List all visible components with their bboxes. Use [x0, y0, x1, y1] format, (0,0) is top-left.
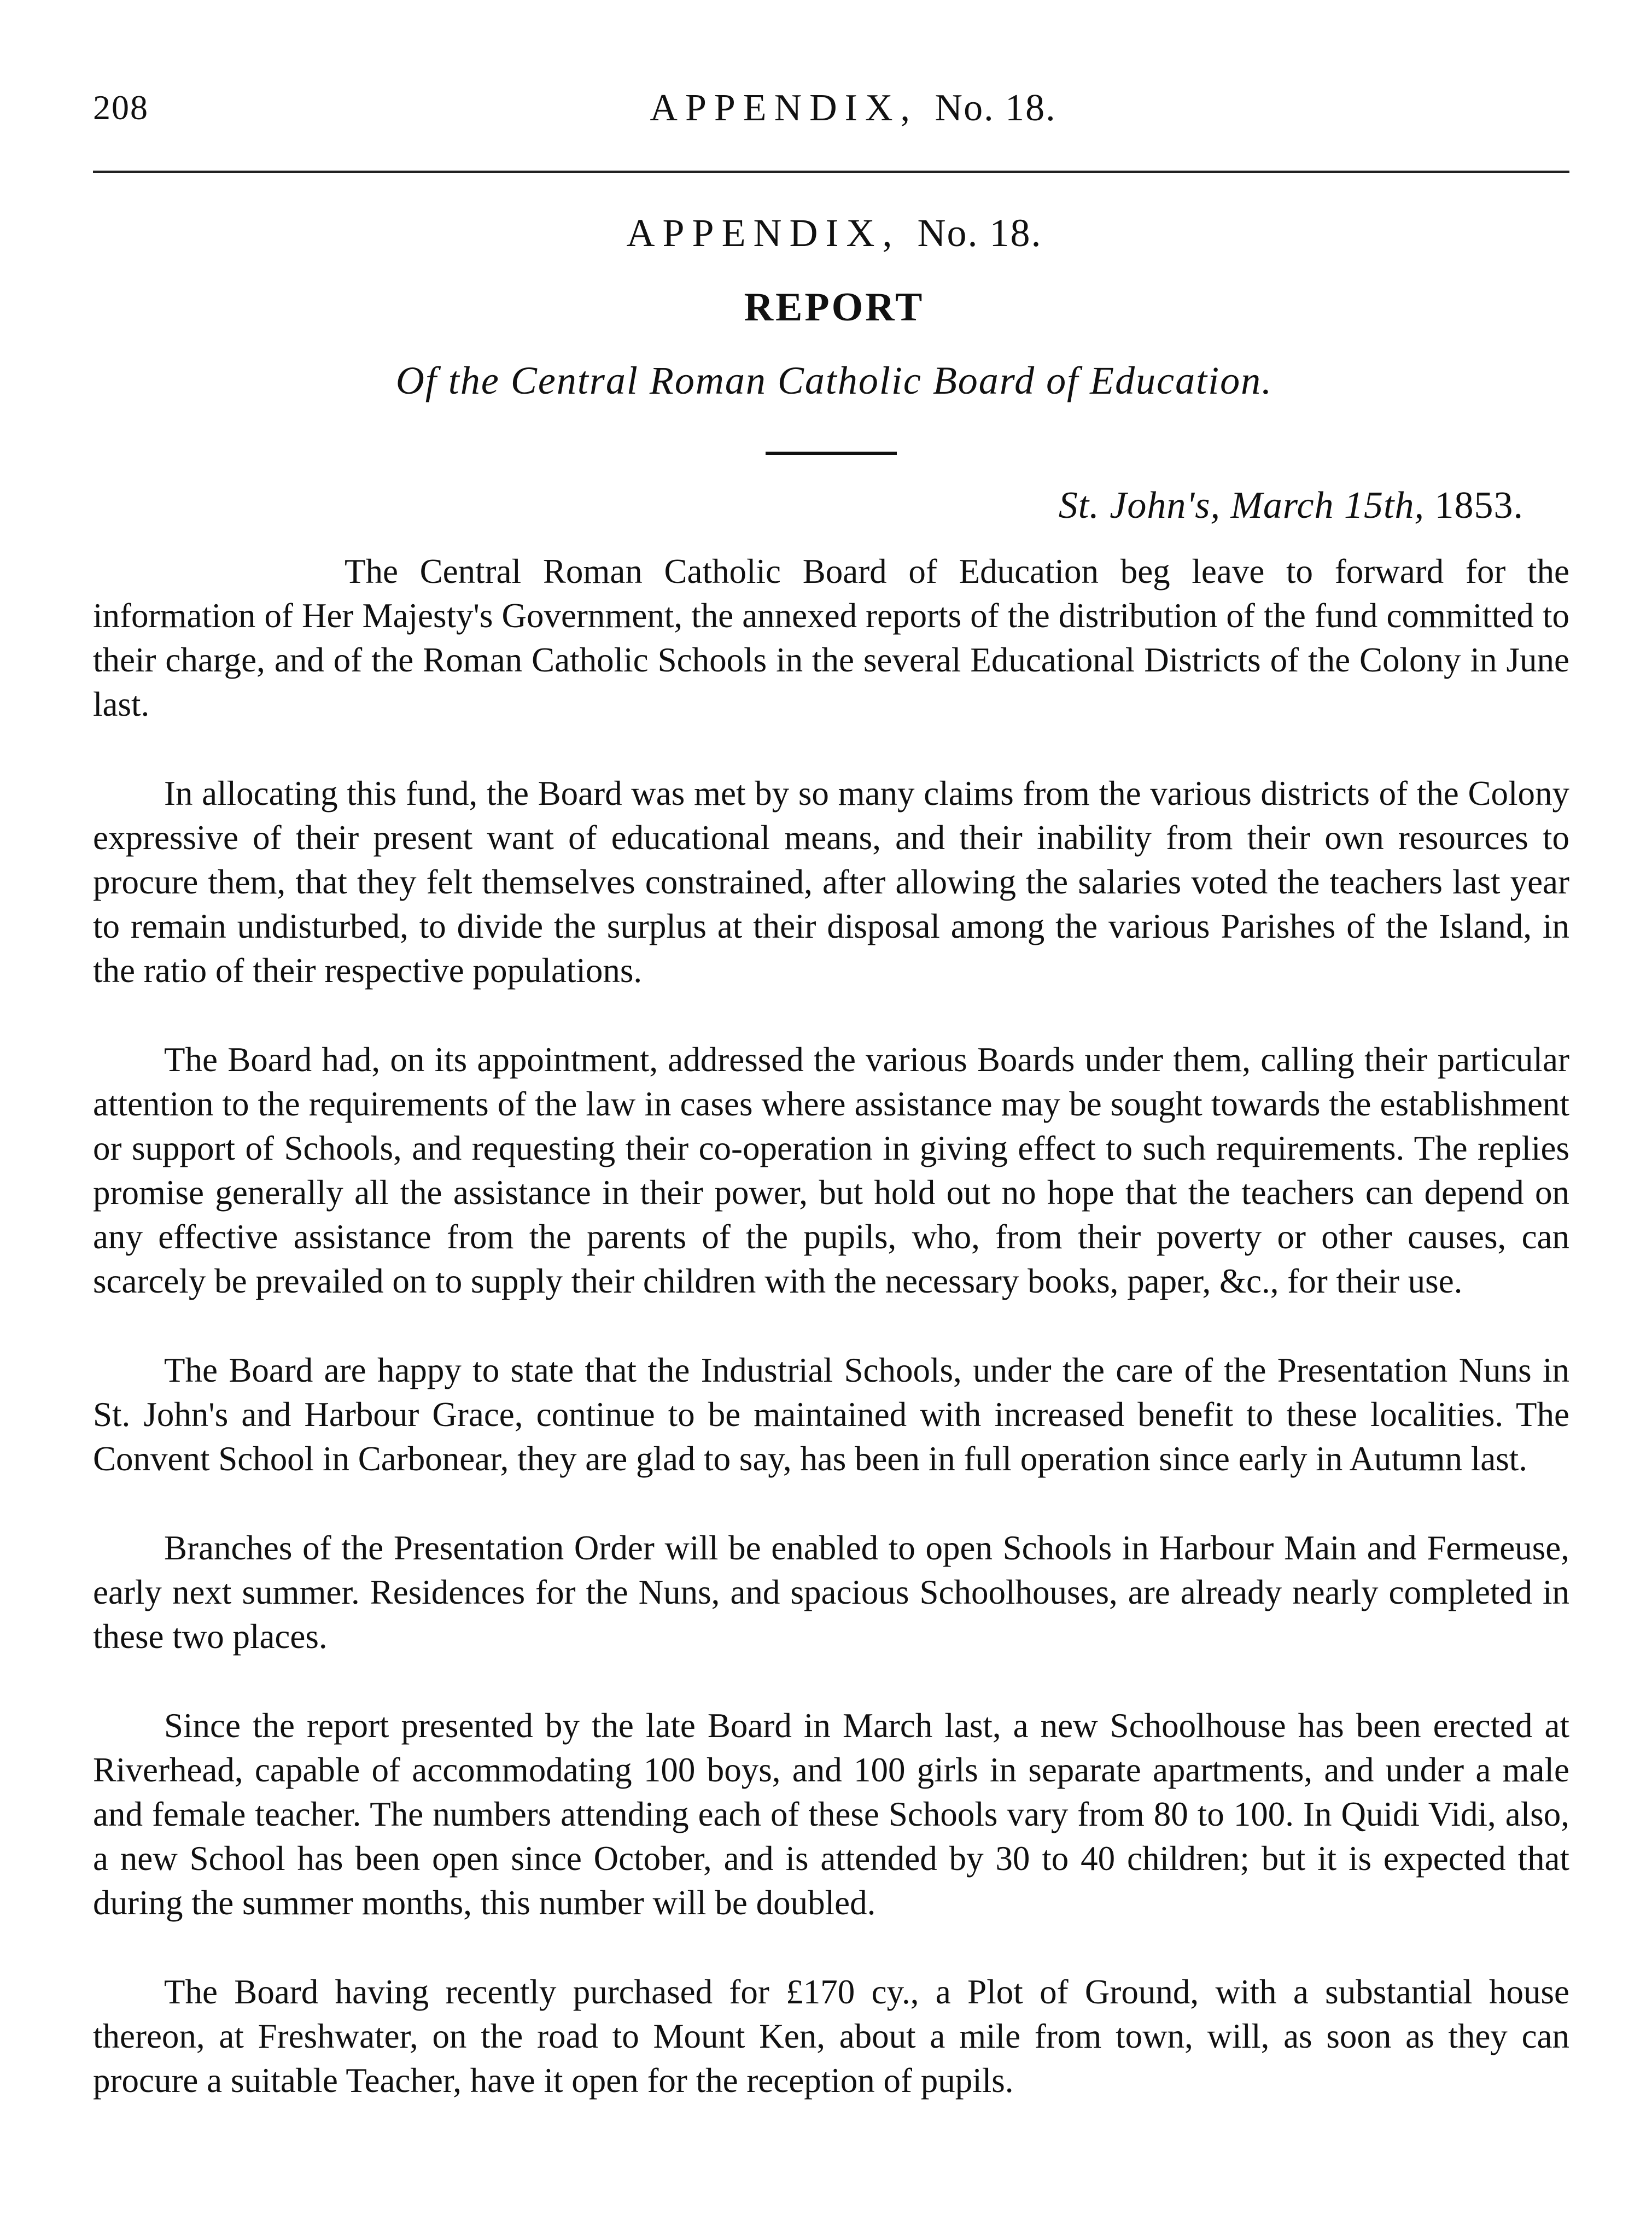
- running-title-text: APPENDIX,: [650, 87, 918, 129]
- report-heading: REPORT: [744, 285, 925, 330]
- appendix-title-text: APPENDIX,: [626, 211, 900, 255]
- dateline-place-date: St. John's, March 15th,: [1058, 484, 1425, 527]
- paragraph-board-appointment: The Board had, on its appointment, addressed the various Boards under them, calling their particular attention to the requirements of the law in cases where assistance may be sought towards the establishment or support of Schools, and requesting their co-operation in giving effect to such requirements. The replies promise generally all the assistance in their power, but hold out no hope that the teachers can depend on any effective assistance from the parents of the pupils, who, from their poverty or other causes, can scarcely be prevailed on to supply their children with the necessary books, paper, &c., for their use.: [93, 1041, 1569, 1300]
- paragraph-fund-allocation: In allocating this fund, the Board was met by so many claims from the various districts of the Colony expressive of their present want of educational means, and their inability from their own resources to procure them, that they felt themselves constrained, after allowing the salaries voted the teachers last year to remain undisturbed, to divide the surplus at their disposal among the various Parishes of the Island, in the ratio of their respective populations.: [93, 774, 1569, 990]
- appendix-title: [0, 211, 1652, 256]
- dateline-year: 1853.: [1434, 484, 1523, 527]
- appendix-title-number: No. 18.: [917, 211, 1042, 255]
- paragraph-new-schoolhouse: Since the report presented by the late Board in March last, a new Schoolhouse has been erected at Riverhead, capable of accommodating 100 boys, and 100 girls in separate apartments, and under a male and female teacher. The numbers attending each of these Schools vary from 80 to 100. In Quidi Vidi, also, a new School has been open since October, and is attended by 30 to 40 children; but it is expected that during the summer months, this number will be doubled.: [93, 1706, 1569, 1922]
- paragraph-freshwater-purchase: The Board having recently purchased for £170 cy., a Plot of Ground, with a substantial house thereon, at Freshwater, on the road to Mount Ken, about a mile from town, will, as soon as they can procure a suitable Teacher, have it open for the reception of pupils.: [93, 1973, 1569, 2100]
- page-number: 208: [93, 88, 149, 127]
- report-body: [93, 550, 1569, 2148]
- dateline: [1059, 484, 1523, 528]
- header-rule: [93, 171, 1569, 173]
- page-header: [93, 82, 1569, 142]
- paragraph-presentation-order: Branches of the Presentation Order will be enabled to open Schools in Harbour Main and Fermeuse, early next summer. Residences for the Nuns, and spacious Schoolhouses, are already nearly completed in these two places.: [93, 1529, 1569, 1656]
- title-divider: [766, 452, 897, 455]
- report-subtitle: Of the Central Roman Catholic Board of Education.: [395, 359, 1273, 402]
- running-title: [93, 86, 1569, 130]
- paragraph-industrial-schools: The Board are happy to state that the Industrial Schools, under the care of the Presentation Nuns in St. John's and Harbour Grace, continue to be maintained with increased benefit to these localities. The Convent School in Carbonear, they are glad to say, has been in full operation since early in Autumn last.: [93, 1351, 1569, 1478]
- running-title-number: No. 18.: [935, 87, 1056, 129]
- paragraph-introduction: The Central Roman Catholic Board of Education beg leave to forward for the information of Her Majesty's Government, the annexed reports of the distribution of the fund committed to their charge, and of the Roman Catholic Schools in the several Educational Districts of the Colony in June last.: [93, 552, 1569, 723]
